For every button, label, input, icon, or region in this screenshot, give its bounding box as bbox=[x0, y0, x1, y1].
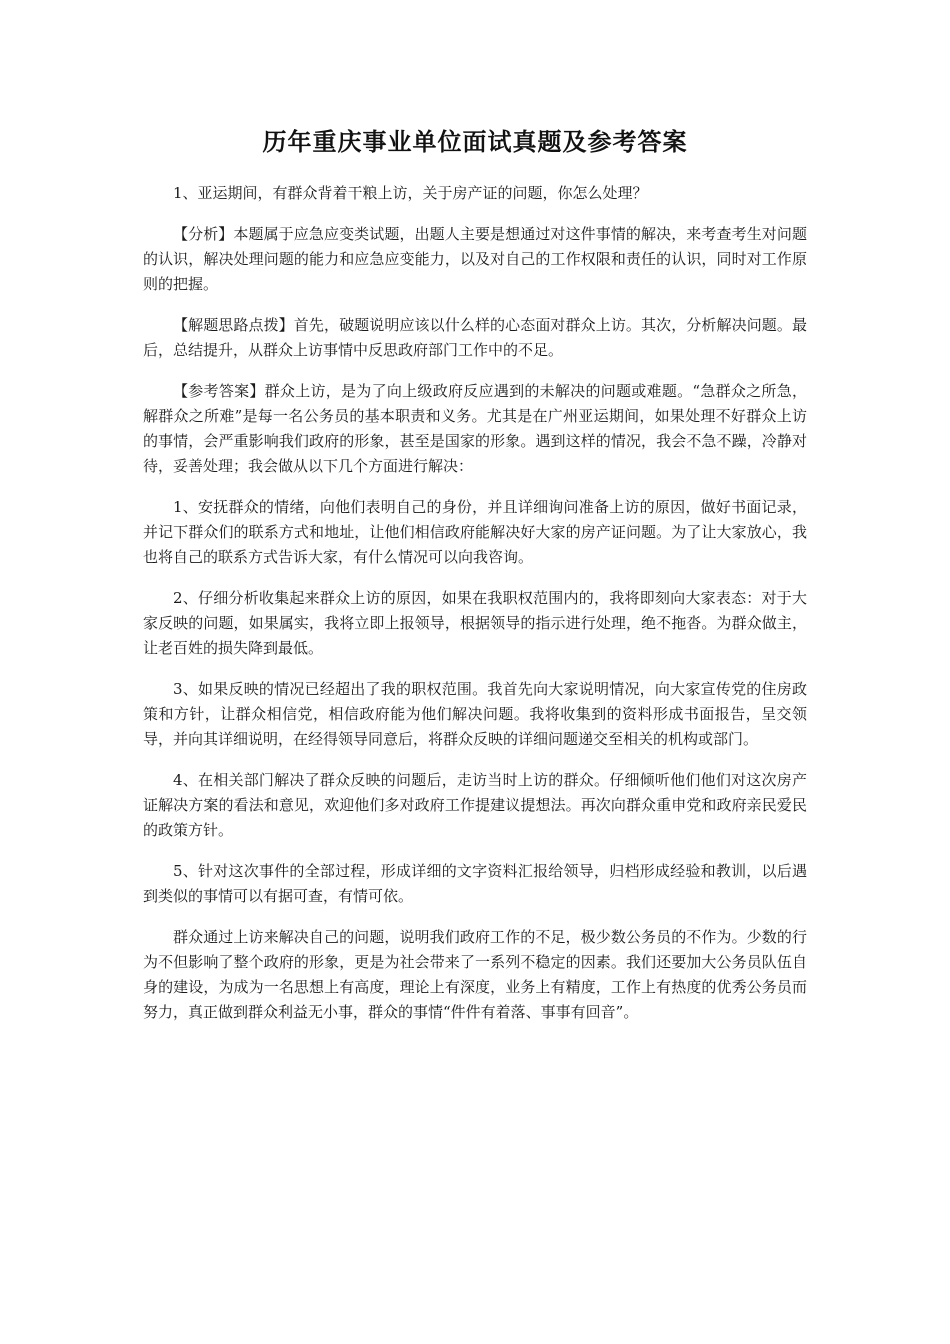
solution-hints-paragraph: 【解题思路点拨】首先，破题说明应该以什么样的心态面对群众上访。其次，分析解决问题。最后，总结提升，从群众上访事情中反思政府部门工作中的不足。 bbox=[143, 316, 807, 359]
question-paragraph: 1、亚运期间，有群众背着干粮上访，关于房产证的问题，你怎么处理？ bbox=[173, 184, 648, 202]
answer-point-3: 3、如果反映的情况已经超出了我的职权范围。我首先向大家说明情况，向大家宣传党的住房政策和方针，让群众相信党，相信政府能为他们解决问题。我将收集到的资料形成书面报告，呈交领导，并向其详细说明，在经得领导同意后，将群众反映的详细问题递交至相关的机构或部门。 bbox=[143, 680, 807, 748]
answer-point-5: 5、针对这次事件的全部过程，形成详细的文字资料汇报给领导，归档形成经验和教训，以后遇到类似的事情可以有据可查，有情可依。 bbox=[143, 862, 807, 905]
document-title: 历年重庆事业单位面试真题及参考答案 bbox=[262, 128, 688, 156]
analysis-paragraph: 【分析】本题属于应急应变类试题，出题人主要是想通过对这件事情的解决，来考查考生对问题的认识，解决处理问题的能力和应急应变能力，以及对自己的工作权限和责任的认识，同时对工作原则的把握。 bbox=[143, 225, 807, 293]
reference-answer-paragraph: 【参考答案】群众上访，是为了向上级政府反应遇到的未解决的问题或难题。“急群众之所急，解群众之所难”是每一名公务员的基本职责和义务。尤其是在广州亚运期间，如果处理不好群众上访的事情，会严重影响我们政府的形象，甚至是国家的形象。遇到这样的情况，我会不急不躁，冷静对待，妥善处理；我会做从以下几个方面进行解决： bbox=[143, 382, 807, 475]
answer-point-2: 2、仔细分析收集起来群众上访的原因，如果在我职权范围内的，我将即刻向大家表态：对于大家反映的问题，如果属实，我将立即上报领导，根据领导的指示进行处理，绝不拖沓。为群众做主，让老百姓的损失降到最低。 bbox=[143, 589, 807, 657]
document-body bbox=[143, 181, 807, 1041]
answer-point-4: 4、在相关部门解决了群众反映的问题后，走访当时上访的群众。仔细倾听他们他们对这次房产证解决方案的看法和意见，欢迎他们多对政府工作提建议提想法。再次向群众重申党和政府亲民爱民的政策方针。 bbox=[143, 771, 807, 839]
answer-point-1: 1、安抚群众的情绪，向他们表明自己的身份，并且详细询问准备上访的原因，做好书面记录，并记下群众们的联系方式和地址，让他们相信政府能解决好大家的房产证问题。为了让大家放心，我也将自己的联系方式告诉大家，有什么情况可以向我咨询。 bbox=[143, 498, 807, 566]
conclusion-paragraph: 群众通过上访来解决自己的问题，说明我们政府工作的不足，极少数公务员的不作为。少数的行为不但影响了整个政府的形象，更是为社会带来了一系列不稳定的因素。我们还要加大公务员队伍自身的建设，为成为一名思想上有高度，理论上有深度，业务上有精度，工作上有热度的优秀公务员而努力，真正做到群众利益无小事，群众的事情“件件有着落、事事有回音”。 bbox=[143, 928, 807, 1021]
